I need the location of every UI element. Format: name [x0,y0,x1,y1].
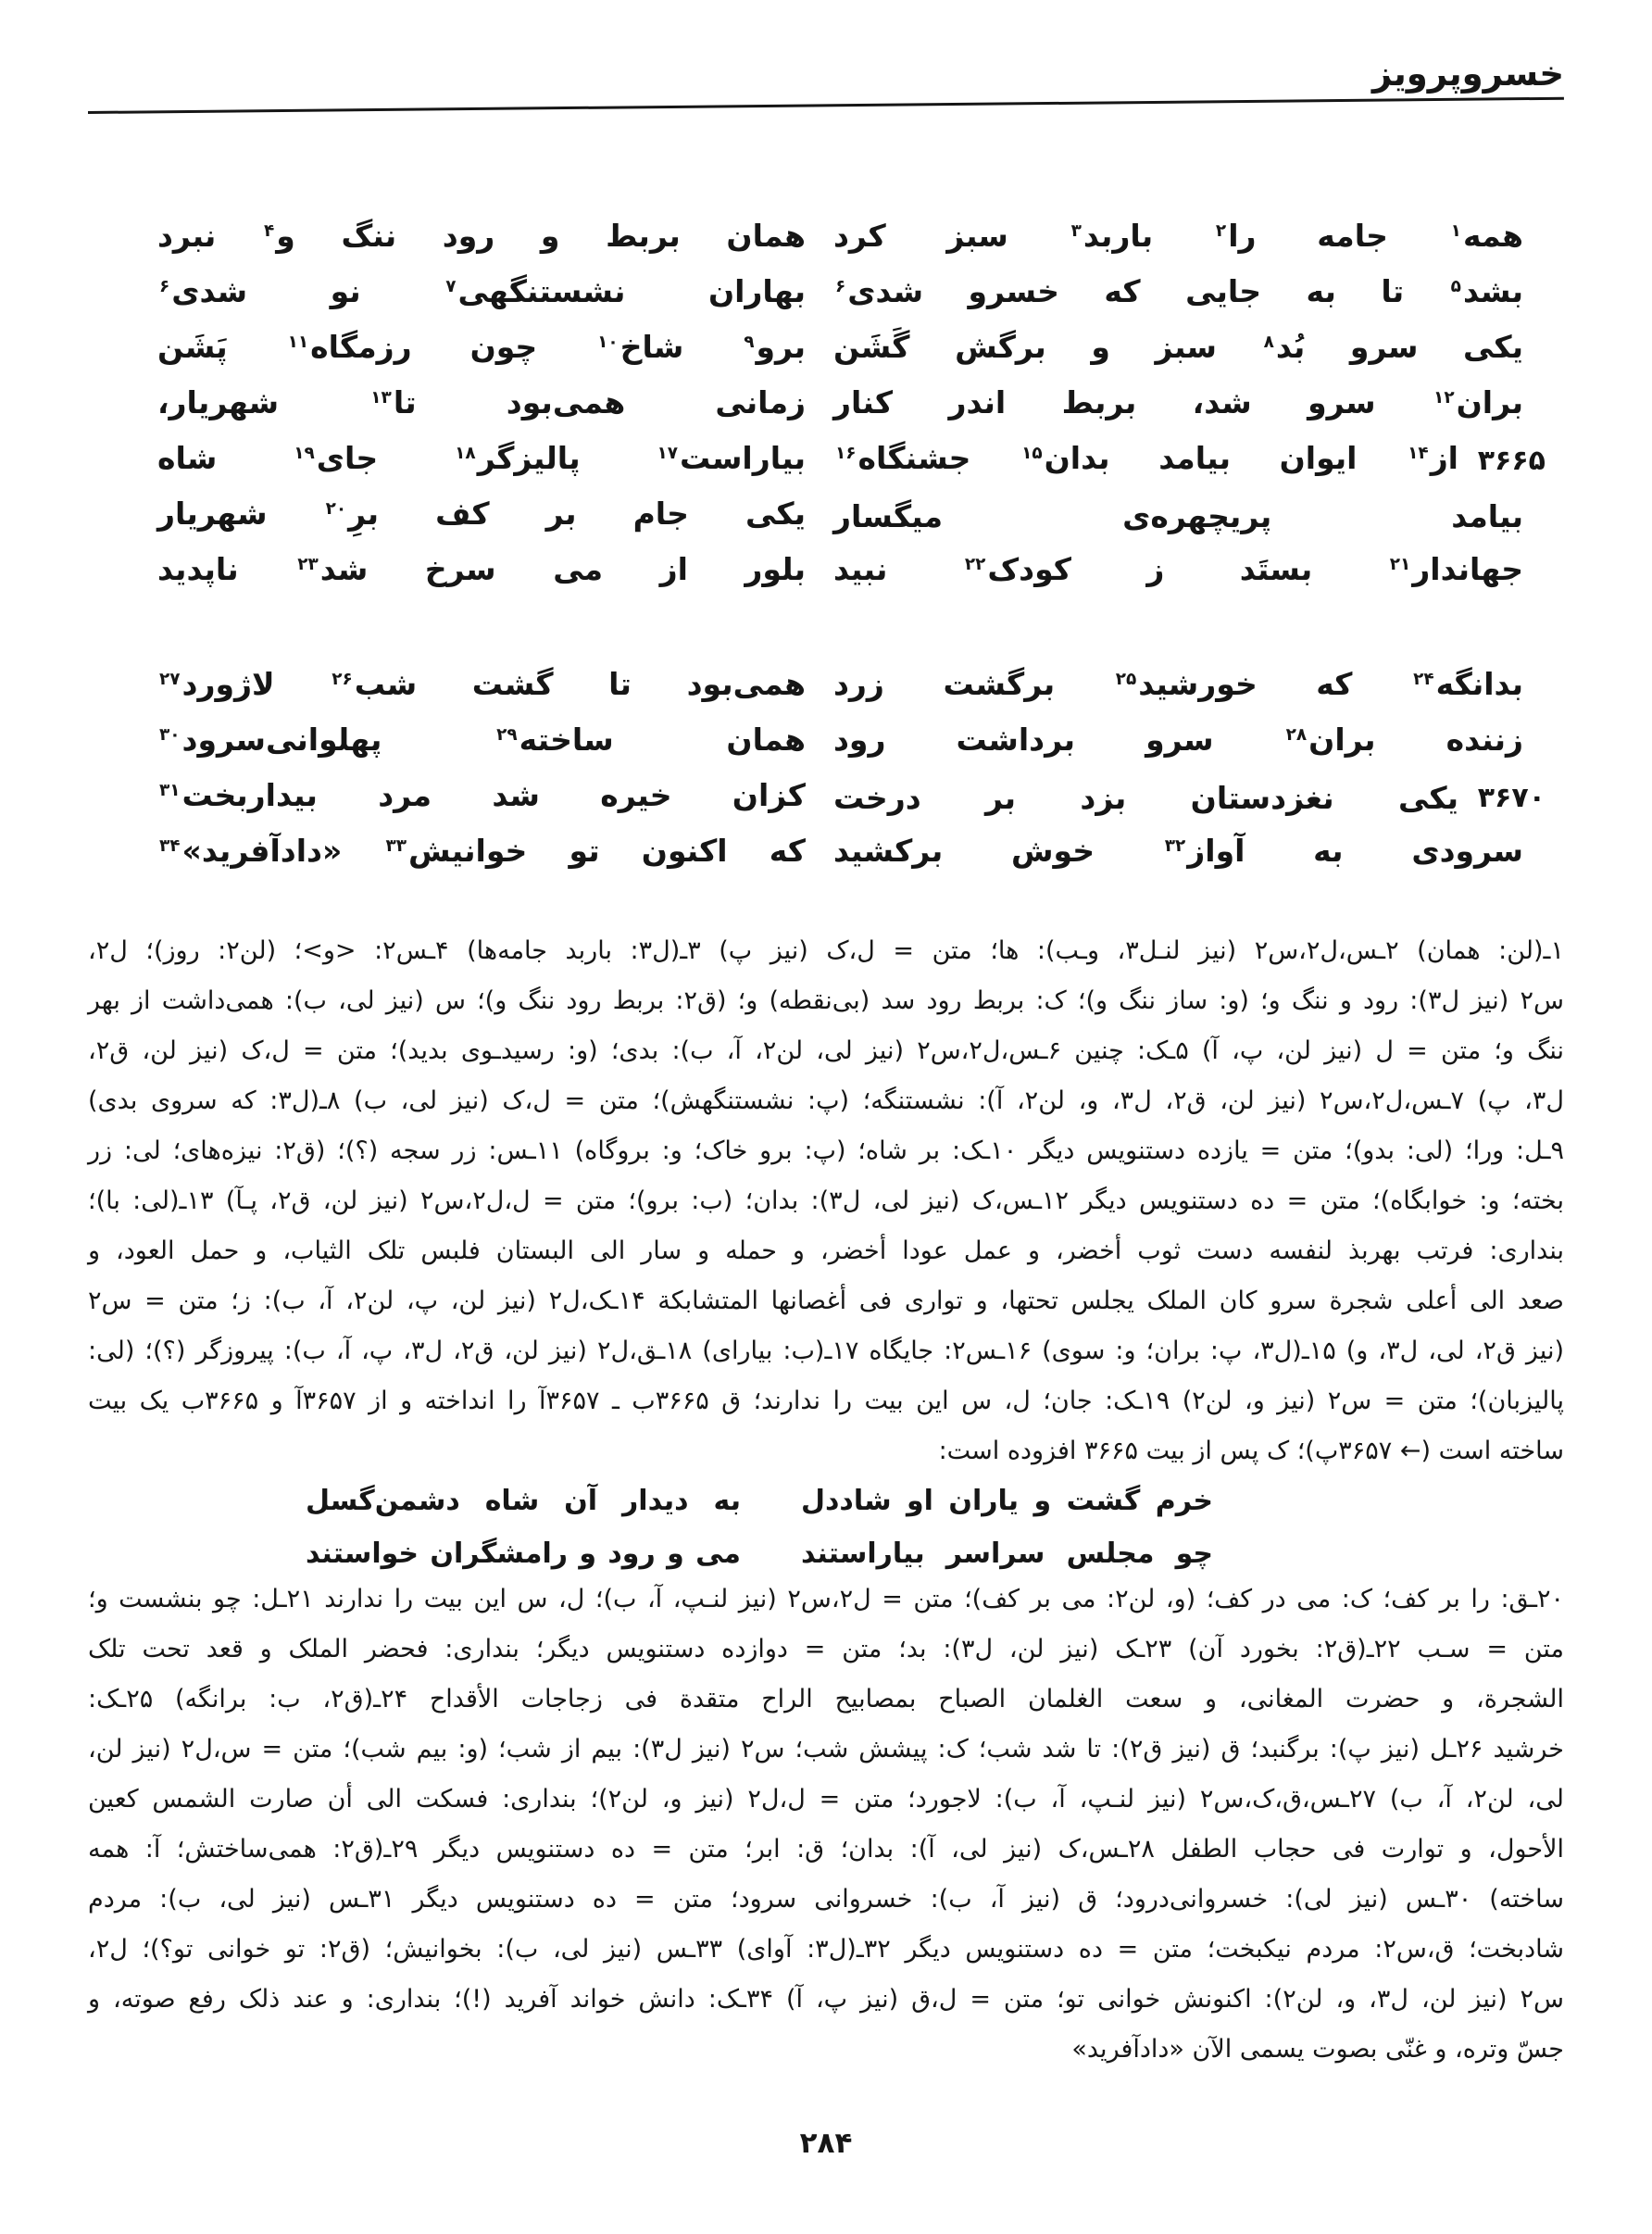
verse-couplet [157,322,1523,378]
footnote-ref: ۲۸ [1285,724,1308,745]
verse-couplet [157,211,1523,267]
hemistich-right: بدانگه$^{۲۴}$ که خورشید$^{۲۵}$ برگشت زرد [833,666,1523,702]
hemistich-left: همان ساخته$^{۲۹}$ پهلوانی‌سرود$^{۳۰}$ [159,722,806,758]
footnote-ref: ۱ [1450,220,1461,241]
footnote-ref: ۱۰ [597,332,619,352]
footnote-ref: ۲۳ [297,554,319,574]
hemistich-left: زمانی همی‌بود تا$^{۱۳}$ شهریار، [157,384,806,420]
footnote-ref: ۱۴ [1408,443,1429,463]
footnote-ref: ۲۹ [496,724,518,745]
apparatus-line: پالیزبان)؛ متن = س۲ (نیز و، لن۲) ۱۹ـک: جان؛ ل، س این بیت را ندارند؛ ق ۳۶۶۵ب ـ ۳۶۵۷آ را انداخته و از ۳۶۵۷آ و ۳۶۶۵ب یک بیت [88,1387,1565,1415]
footnote-ref: ۹ [744,332,755,352]
apparatus-line: بنداری: فرتب بهربذ لنفسه دست ثوب أخضر، و عمل عودا أخضر، و حمله و سار الی البستان فلبس تلک الثیاب، و حمل العود، و [88,1236,1564,1265]
apparatus-line: ساخته) ۳۰ـس (نیز لی): خسروانی‌درود؛ ق (نیز آ، ب): خسروانی سرود؛ متن = ده دستنویس دیگر ۳۱ـس (نیز لی، ب): مردم [88,1885,1564,1914]
verse-couplet [157,715,1523,771]
hemistich-right: چو مجلس سراسر بیاراستند [801,1537,1213,1570]
apparatus-line: ساخته است (← ۳۶۵۷پ)؛ ک پس از بیت ۳۶۶۵ افزوده است: [938,1437,1564,1465]
hemistich-right: بران$^{۱۲}$ سرو شد، بربط اندر کنار [833,384,1523,420]
hemistich-left: می و رود و رامشگران خواستند [306,1537,741,1570]
footnote-ref: ۱۲ [1433,387,1455,408]
footnote-ref: ۳۴ [159,835,181,856]
hemistich-right: خرم گشت و یاران او شاددل [801,1485,1213,1517]
footnote-ref: ۶ [159,276,170,296]
apparatus-line: لی، لن۲، آ، ب) ۲۷ـس،ق،ک،س۲ (نیز لنـپ، آ، ب): لاجورد؛ متن = ل،ل۲ (نیز و، لن۲)؛ بنداری: فسکت الی أن صارت الشمس کعین [88,1785,1565,1814]
footnote-ref: ۳۱ [159,780,181,800]
hemistich-right: بشد$^۵$ تا به جایی که خسرو شدی$^۶$ [835,273,1523,309]
verse-line-number: ۳۶۶۵ [1477,445,1546,477]
footnote-ref: ۲۷ [159,669,181,689]
verse-couplet [157,433,1546,489]
verse-couplet [88,1475,1564,1527]
verse-block-2 [157,659,1546,882]
quoted-couplets [88,1475,1564,1580]
hemistich-right: یکی نغزدستان بزد بر درخت [833,780,1458,816]
footnote-ref: ۲۶ [332,669,353,689]
apparatus-line: ننگ و؛ متن = ل (نیز لن، پ، آ) ۵ـک: چنین ۶ـس،ل۲،س۲ (نیز لی، لن۲، آ، ب): بدی؛ (و: رسیدـوی بدید)؛ متن = ل،ک (نیز لن، ق۲، [88,1036,1564,1065]
hemistich-left: به دیدار آن شاه دشمن‌گسل [306,1485,741,1517]
hemistich-left: بهاران نشستنگهی$^۷$ نو شدی$^۶$ [159,273,806,309]
footnote-ref: ۲۲ [964,554,986,574]
hemistich-right: همه$^۱$ جامه را$^۲$ باربد$^۳$ سبز کرد [833,218,1523,254]
apparatus-line: ۲۰ـق: را بر کف؛ ک: می در کف؛ (و، لن۲: می بر کف)؛ متن = ل۲،س۲ (نیز لنـپ، آ، ب)؛ ل، س این بیت را ندارند ۲۱ـل: چو بنشست و؛ [88,1585,1564,1613]
hemistich-right: بیامد پریچهره‌ی میگسار [833,498,1523,534]
hemistich-left: بلور از می سرخ شد$^{۲۳}$ ناپدید [157,551,806,587]
critical-apparatus-1 [88,926,1564,1476]
critical-apparatus-2 [88,1575,1564,2075]
apparatus-line: (نیز ق۲، لی، ل۳، و) ۱۵ـ(ل۳، پ: بران؛ و: سوی) ۱۶ـس۲: جایگاه ۱۷ـ(ب: بیارای) ۱۸ـق،ل۲ (نیز لن، ق۲، ل۳، پ، آ، ب): پیروزگر (؟)؛ (لی: [88,1337,1564,1365]
hemistich-left: که اکنون تو خوانیش$^{۳۳}$ «دادآفرید»$^{۳۴}$ [159,833,806,869]
hemistich-left: بیاراست$^{۱۷}$ پالیزگر$^{۱۸}$ جای$^{۱۹}$ شاه [157,440,806,476]
verse-couplet [157,545,1523,600]
hemistich-left: همان بربط و رود ننگ و$^۴$ نبرد [157,218,806,254]
hemistich-left: کزان خیره شد مرد بیداربخت$^{۳۱}$ [159,777,806,813]
apparatus-line: بخته؛ و: خوابگاه)؛ متن = ده دستنویس دیگر ۱۲ـس،ک (نیز لی، ل۳): بدان؛ (ب: برو)؛ متن = ل،ل۲،س۲ (نیز لن، ق۲، پـآ) ۱۳ـ(لی: با)؛ [88,1186,1564,1215]
hemistich-right: جهاندار$^{۲۱}$ بستَد ز کودک$^{۲۲}$ نبید [833,551,1523,587]
verse-couplet [157,489,1523,545]
hemistich-left: برو$^۹$ شاخ$^{۱۰}$ چون رزمگاه$^{۱۱}$ پَشَن [157,329,806,365]
hemistich-right: یکی سرو بُد$^۸$ سبز و برگش گَشَن [833,329,1523,365]
footnote-ref: ۱۹ [294,443,315,463]
page-title: خسروپرویز [1371,54,1564,94]
footnote-ref: ۲۴ [1413,669,1434,689]
apparatus-line: ل۳، پ) ۷ـس،ل۲،س۲ (نیز لن، ق۲، ل۳، و، لن۲، آ): نشستنگه؛ (پ: نشستنگهش)؛ متن = ل،ک (نیز لی، ب) ۸ـ(ل۳: که سروی بدی) [88,1086,1564,1115]
verse-couplet [157,826,1523,882]
apparatus-line: صعد الی أعلی شجرة سرو کان الملک یجلس تحتها، و تواری فی أغصانها المتشابکة ۱۴ـک،ل۲ (نیز لن، پ، لن۲، آ، ب): ز؛ متن = س۲ [88,1286,1564,1315]
footnote-ref: ۱۵ [1021,443,1043,463]
hemistich-left: همی‌بود تا گشت شب$^{۲۶}$ لاژورد$^{۲۷}$ [159,666,806,702]
verse-line-number: ۳۶۷۰ [1477,782,1546,814]
apparatus-line: الأحول، و توارت فی حجاب الطفل ۲۸ـس،ک (نیز لی، آ): بدان؛ ق: ابر؛ متن = ده دستنویس دیگر ۲۹ـ(ق۲: همی‌ساختش؛ آ: همه [88,1835,1564,1864]
verse-block-1 [157,211,1546,600]
page-number: ۲۸۴ [799,2127,853,2160]
apparatus-line: شادبخت؛ ق،س۲: مردم نیکبخت؛ متن = ده دستنویس دیگر ۳۲ـ(ل۳: آوای) ۳۳ـس (نیز لی، ب): بخوانیش؛ (ق۲: تو خوانی تو؟)؛ ل۲، [88,1935,1565,1964]
hemistich-right: سرودی به آواز$^{۳۲}$ خوش برکشید [833,833,1523,869]
footnote-ref: ۲۱ [1389,554,1411,574]
footnote-ref: ۲۵ [1115,669,1137,689]
header-rule [88,97,1564,114]
footnote-ref: ۱۷ [657,443,679,463]
footnote-ref: ۱۶ [835,443,857,463]
footnote-ref: ۱۸ [455,443,476,463]
verse-couplet [157,659,1523,715]
footnote-ref: ۱۱ [287,332,309,352]
apparatus-line: س۲ (نیز لن، ل۳، و، لن۲): اکنونش خوانی تو؛ متن = ل،ق (نیز پ، آ) ۳۴ـک: دانش خواند آفرید (!)؛ بنداری: و عند ذلک رفع صوته، و [88,1985,1564,2014]
footnote-ref: ۱۳ [370,387,392,408]
verse-couplet [157,378,1523,433]
apparatus-line: ۱ـ(لن: همان) ۲ـس،ل۲،س۲ (نیز لنـل۳، وـب): ها؛ متن = ل،ک (نیز پ) ۳ـ(ل۳: باربد جامه‌ها) ۴ـس۲: <و>؛ (لن۲: روز)؛ ل۲، [88,936,1564,965]
hemistich-left: یکی جام بر کف برِ$^{۲۰}$ شهریار [157,496,806,532]
footnote-ref: ۳۲ [1164,835,1186,856]
verse-couplet [157,771,1546,826]
apparatus-line: جسّ وتره، و غنّی بصوت یسمی الآن «دادآفرید» [1071,2035,1564,2064]
footnote-ref: ۳ [1070,220,1082,241]
verse-couplet [88,1527,1564,1580]
verse-couplet [157,267,1523,322]
hemistich-right: زننده بران$^{۲۸}$ سرو برداشت رود [833,722,1523,758]
footnote-ref: ۵ [1450,276,1461,296]
footnote-ref: ۶ [835,276,846,296]
footnote-ref: ۷ [445,276,457,296]
hemistich-right: از$^{۱۴}$ ایوان بیامد بدان$^{۱۵}$ جشنگاه$^{۱۶}$ [835,440,1458,476]
apparatus-line: خرشید ۲۶ـل (نیز پ): برگنبد؛ ق (نیز ق۲): تا شد شب؛ ک: پیشش شب؛ س۲ (نیز ل۳): بیم از شب؛ (و: بیم شب)؛ متن = س،ل۲ (نیز لن، [88,1735,1564,1763]
footnote-ref: ۳۰ [159,724,181,745]
footnote-ref: ۸ [1263,332,1274,352]
apparatus-line: ۹ـل: ورا؛ (لی: بدو)؛ متن = یازده دستنویس دیگر ۱۰ـک: بر شاه؛ (پ: برو خاک؛ و: بروگاه) ۱۱ـس: زر سجه (؟)؛ (ق۲: نیزه‌های؛ لی: زر [88,1136,1564,1165]
apparatus-line: متن = سـب ۲۲ـ(ق۲: بخورد آن) ۲۳ـک (نیز لن، ل۳): بد؛ متن = دوازده دستنویس دیگر؛ بنداری: فحضر الملک و قعد تحت تلک [88,1635,1564,1663]
footnote-ref: ۲۰ [325,498,347,519]
footnote-ref: ۴ [264,220,275,241]
apparatus-line: س۲ (نیز ل۳): رود و ننگ و؛ (و: ساز ننگ و)؛ ک: بربط رود سد (بی‌نقطه) و؛ (ق۲: بربط رود ننگ و)؛ س (نیز لی، ب): همی‌داشت از بهر [88,986,1564,1015]
footnote-ref: ۲ [1215,220,1227,241]
apparatus-line: الشجرة، و حضرت المغانی، و سعت الغلمان الصباح بمصابیح الراح متقدة فی زجاجات الأقداح ۲۴ـ(ق۲، ب: برانگه) ۲۵ـک: [88,1685,1565,1713]
footnote-ref: ۳۳ [385,835,407,856]
